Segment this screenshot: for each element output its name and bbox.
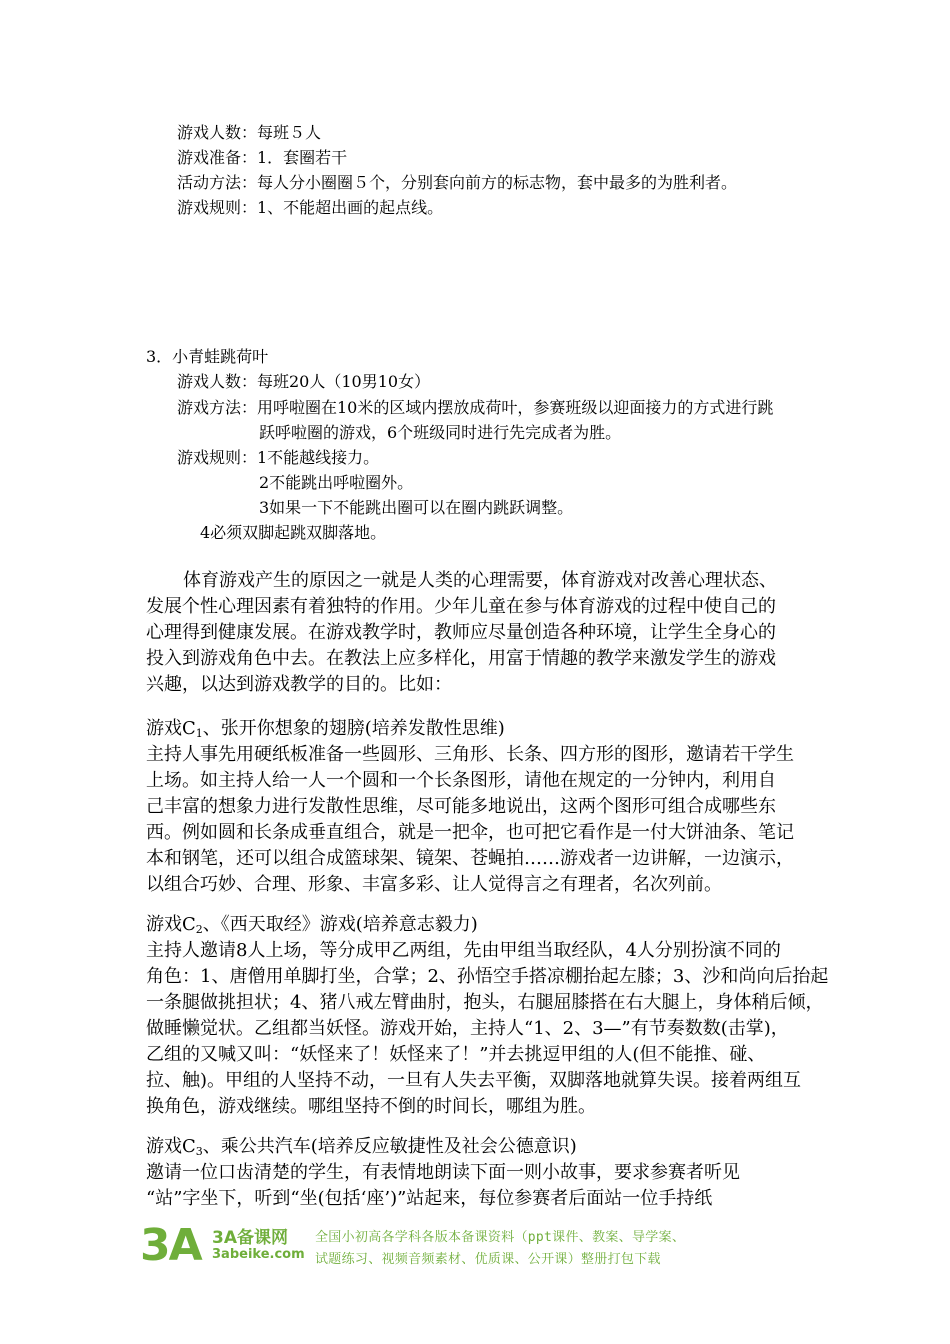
- players-line: 游戏人数：每班20人（10男10女）: [177, 372, 431, 391]
- paragraph-line: 本和钢笔，还可以组合成篮球架、镜架、苍蝇拍……游戏者一边讲解，一边演示，: [146, 848, 794, 869]
- intro-line: 投入到游戏角色中去。在教法上应多样化，用富于情趣的教学来激发学生的游戏: [146, 648, 776, 669]
- paragraph-line: 一条腿做挑担状；4、猪八戒左臂曲肘，抱头，右腿屈膝搭在右大腿上，身体稍后倾，: [146, 992, 824, 1013]
- footer-slogan: 试题练习、视频音频素材、优质课、公开课）整册打包下载: [315, 1252, 661, 1267]
- rules-line: 2不能跳出呼啦圈外。: [259, 473, 414, 492]
- paragraph-line: 做睡懒觉状。乙组都当妖怪。游戏开始，主持人“1、2、3—”有节奏数数(击掌)，: [146, 1018, 789, 1039]
- footer-banner: [140, 1221, 820, 1271]
- paragraph-line: 西。例如圆和长条成垂直组合，就是一把伞，也可把它看作是一付大饼油条、笔记: [146, 822, 794, 843]
- logo-name: 3A备课网: [212, 1228, 288, 1248]
- footer-slogan: 全国小初高各学科各版本备课资料（ppt课件、教案、导学案、: [315, 1230, 686, 1245]
- paragraph-line: 角色：1、唐僧用单脚打坐，合掌；2、孙悟空手搭凉棚抬起左膝；3、沙和尚向后抬起: [146, 966, 829, 987]
- rules-line: 游戏规则：1不能越线接力。: [177, 448, 380, 467]
- paragraph-line: 主持人事先用硬纸板准备一些圆形、三角形、长条、四方形的图形，邀请若干学生: [146, 744, 794, 765]
- intro-line: 发展个性心理因素有着独特的作用。少年儿童在参与体育游戏的过程中使自己的: [146, 596, 776, 617]
- paragraph-line: 乙组的又喊又叫：“妖怪来了！妖怪来了！”并去挑逗甲组的人(但不能推、碰、: [146, 1044, 766, 1065]
- method-line: 活动方法：每人分小圈圈５个，分别套向前方的标志物，套中最多的为胜利者。: [177, 173, 738, 192]
- paragraph-line: 邀请一位口齿清楚的学生，有表情地朗读下面一则小故事，要求参赛者听见: [146, 1162, 740, 1183]
- intro-line: 兴趣，以达到游戏教学的目的。比如：: [146, 674, 452, 695]
- prep-line: 游戏准备：1．套圈若干: [177, 148, 348, 167]
- rules-line: 4必须双脚起跳双脚落地。: [200, 523, 387, 542]
- paragraph-line: 换角色，游戏继续。哪组坚持不倒的时间长，哪组为胜。: [146, 1096, 596, 1117]
- paragraph-line: 以组合巧妙、合理、形象、丰富多彩、让人觉得言之有理者，名次列前。: [146, 874, 722, 895]
- method-line-cont: 跃呼啦圈的游戏，6个班级同时进行先完成者为胜。: [259, 423, 622, 442]
- logo-url: 3abeike.com: [212, 1247, 305, 1262]
- logo-3a: 3A: [140, 1220, 201, 1271]
- paragraph-line: 己丰富的想象力进行发散性思维，尽可能多地说出，这两个图形可组合成哪些东: [146, 796, 776, 817]
- method-line: 游戏方法：用呼啦圈在10米的区域内摆放成荷叶，参赛班级以迎面接力的方式进行跳: [177, 398, 774, 417]
- game-c3-title: 游戏$C_3$、乘公共汽车(培养反应敏捷性及社会公德意识): [146, 1136, 577, 1158]
- rules-line: 3如果一下不能跳出圈可以在圈内跳跃调整。: [259, 498, 574, 517]
- paragraph-line: 拉、触)。甲组的人坚持不动，一旦有人失去平衡，双脚落地就算失误。接着两组互: [146, 1070, 802, 1091]
- paragraph-line: 上场。如主持人给一人一个圆和一个长条图形，请他在规定的一分钟内，利用自: [146, 770, 776, 791]
- players-line: 游戏人数：每班５人: [177, 123, 322, 142]
- section-title: 3．小青蛙跳荷叶: [146, 347, 269, 366]
- intro-line: 心理得到健康发展。在游戏教学时，教师应尽量创造各种环境，让学生全身心的: [146, 622, 776, 643]
- paragraph-line: 主持人邀请8人上场，等分成甲乙两组，先由甲组当取经队，4人分别扮演不同的: [146, 940, 781, 961]
- rules-line: 游戏规则：1、不能超出画的起点线。: [177, 198, 444, 217]
- game-c2-title: 游戏$C_2$、《西天取经》游戏(培养意志毅力): [146, 914, 478, 936]
- game-c1-title: 游戏$C_1$、张开你想象的翅膀(培养发散性思维): [146, 718, 505, 740]
- paragraph-line: “站”字坐下，听到“坐(包括‘座’)”站起来，每位参赛者后面站一位手持纸: [146, 1188, 713, 1209]
- intro-line: 体育游戏产生的原因之一就是人类的心理需要，体育游戏对改善心理状态、: [183, 570, 777, 591]
